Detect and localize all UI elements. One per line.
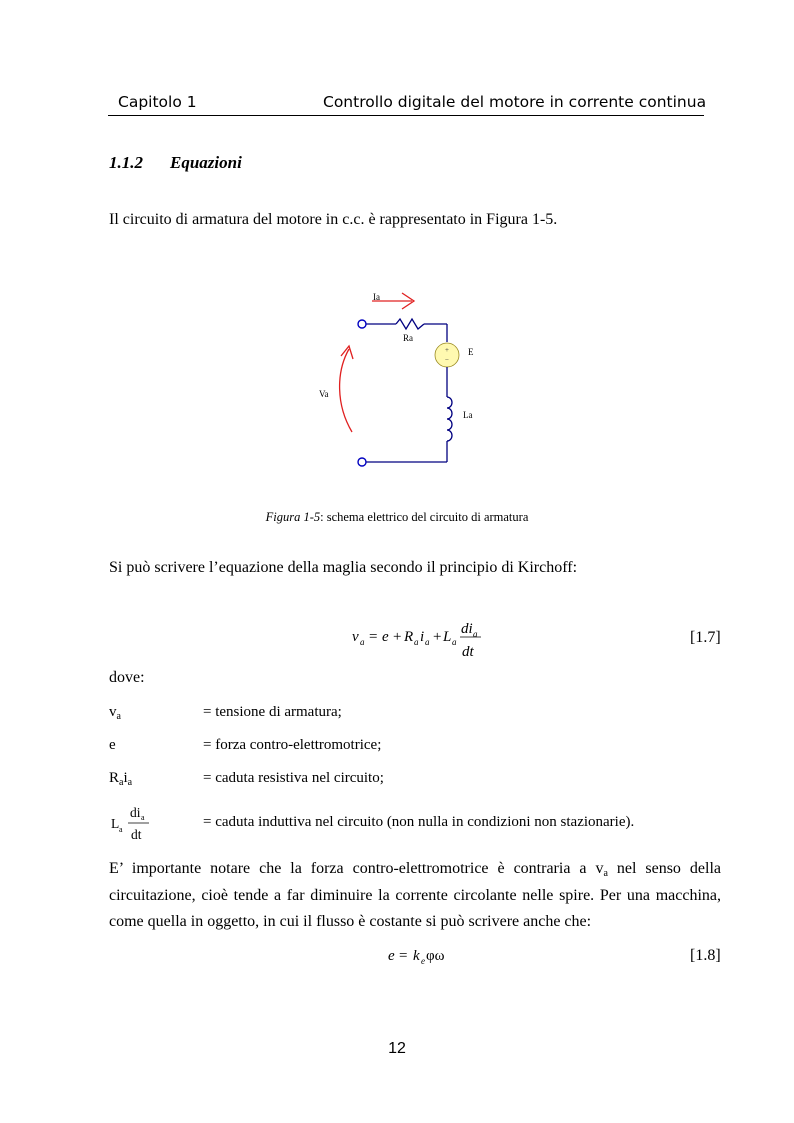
def-text-e: = forza contro-elettromotrice; (203, 737, 382, 753)
svg-text:e: e (388, 948, 395, 964)
dove-label: dove: (109, 669, 145, 686)
svg-text:a: a (473, 629, 478, 639)
armature-circuit-diagram (300, 280, 500, 480)
svg-text:L: L (111, 816, 120, 831)
svg-text:=: = (399, 948, 408, 964)
label-va: Va (319, 389, 329, 399)
svg-text:di: di (130, 805, 141, 820)
label-e: E (468, 347, 474, 357)
chapter-title: Controllo digitale del motore in corrente continua (323, 93, 707, 111)
svg-text:a: a (119, 825, 123, 834)
svg-text:a: a (360, 637, 365, 647)
header-rule (108, 115, 704, 116)
svg-text:−: − (445, 356, 449, 364)
equation-1-8 (383, 940, 453, 970)
def-text-va: = tensione di armatura; (203, 704, 342, 720)
svg-text:i: i (420, 629, 425, 645)
figure-caption-text: : schema elettrico del circuito di armatura (320, 510, 529, 524)
intro-paragraph: Il circuito di armatura del motore in c.c. è rappresentato in Figura 1-5. (109, 211, 558, 228)
equation-number-1-7: [1.7] (690, 629, 721, 646)
svg-text:k: k (413, 948, 420, 964)
terminal-bottom (358, 458, 366, 466)
svg-text:di: di (461, 621, 473, 637)
figure-ref: Figura 1-5 (265, 510, 321, 524)
terminal-top (358, 320, 366, 328)
section-title: Equazioni (170, 153, 242, 172)
svg-text:φω: φω (426, 948, 445, 964)
section-number: 1.1.2 (109, 153, 143, 172)
svg-text:L: L (443, 629, 452, 645)
svg-text:a: a (452, 637, 457, 647)
svg-text:e: e (421, 956, 425, 966)
def-symbol-e: e (109, 737, 116, 753)
def-symbol-raia: $R_ai_a$ (109, 770, 133, 788)
def-text-la: = caduta induttiva nel circuito (non nulla in condizioni non stazionarie). (203, 814, 635, 830)
paragraph-line-1: E’ importante notare che la forza contro-elettromotrice è contraria a $v_a$ nel senso della (109, 860, 721, 879)
label-ra: Ra (403, 333, 413, 343)
paragraph-line-3: come quella in oggetto, in cui il flusso è costante si può scrivere anche che: (109, 913, 592, 930)
label-la: La (463, 410, 473, 420)
inductor-la (447, 397, 452, 441)
kirchhoff-paragraph: Si può scrivere l’equazione della maglia secondo il principio di Kirchoff: (109, 559, 578, 576)
svg-text:dt: dt (131, 827, 142, 842)
voltage-arrow (340, 349, 352, 432)
def-text-raia: = caduta resistiva nel circuito; (203, 770, 384, 786)
svg-text:=: = (369, 629, 378, 645)
svg-text:+: + (433, 629, 442, 645)
figure-caption (0, 510, 794, 525)
svg-text:dt: dt (462, 644, 474, 660)
page-number: 12 (388, 1040, 406, 1057)
equation-1-7 (340, 615, 490, 665)
def-symbol-la-dia-dt (108, 800, 158, 844)
svg-text:+: + (393, 629, 402, 645)
svg-text:R: R (404, 629, 414, 645)
svg-text:e: e (382, 629, 389, 645)
def-symbol-va: $v_a$ (109, 704, 121, 722)
svg-text:a: a (414, 637, 419, 647)
svg-text:v: v (352, 629, 359, 645)
svg-text:+: + (445, 346, 449, 354)
paragraph-line-2: circuitazione, cioè tende a far diminuire la corrente circolante nelle spire. Per una macchina, (109, 887, 721, 904)
chapter-label: Capitolo 1 (118, 93, 197, 111)
equation-number-1-8: [1.8] (690, 947, 721, 964)
resistor-ra (396, 319, 424, 329)
label-ia: Ia (373, 292, 380, 302)
svg-text:a: a (425, 637, 430, 647)
svg-text:a: a (141, 813, 145, 822)
